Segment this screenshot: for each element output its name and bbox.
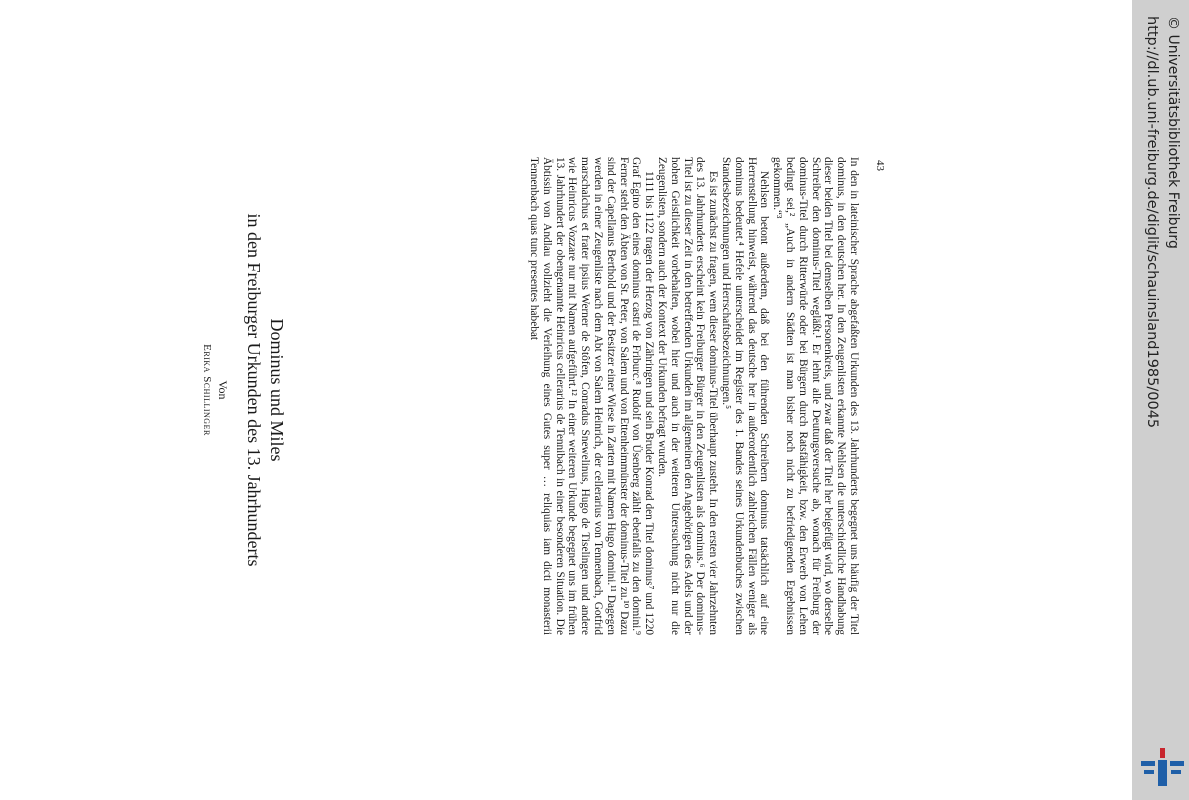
ub-freiburg-logo-icon xyxy=(1141,748,1185,788)
logo-bar-center xyxy=(1158,760,1167,786)
paragraph: In den in lateinischer Sprache abgefaßten Urkunden des 13. Jahrhunderts begegnet uns häufig der Titel dominus, in den deutschen her. In den Zeugenlisten erkannte Nehlsen die unterschiedliche Handhabung dieser beiden Titel bei demselben Personenkreis, und zwar daß der Titel her beigefügt wird, wo derselbe Schreiber den dominus-Titel wegläßt.¹ Er lehnt alle Deutungsversuche ab, wonach für Freiburg der dominus-Titel durch Ritterwürde oder bei Bürgern durch Ratsfähigkeit, bzw. den Erwerb von Lehen bedingt sei,² „Auch in andern Städten ist man bisher noch nicht zu befriedigenden Ergebnissen gekommen.“³ xyxy=(771,157,860,635)
logo-bar-left xyxy=(1141,761,1155,766)
article-subtitle: in den Freiburger Urkunden des 13. Jahrhunderts xyxy=(244,213,264,567)
article-title: Dominus und Miles xyxy=(267,318,287,462)
article-body xyxy=(527,157,860,635)
logo-bar-lower-right xyxy=(1171,770,1181,774)
copyright-notice: © Universitätsbibliothek Freiburg xyxy=(1165,16,1181,249)
author-name: Erika Schillinger xyxy=(201,344,213,436)
paragraph: Nehlsen betont außerdem, daß bei den führenden Schreibern dominus tatsächlich auf eine Herrenstellung hinweist, während das deutsche her in außerordentlich zahlreichen Fällen weniger als dominus bedeutet.⁴ Hefele unterscheidet im Register des 1. Bandes seines Urkundenbuches zwischen Standesbezeichnungen und Herrschaftsbezeichnungen.⁵ xyxy=(720,157,771,635)
logo-bar-top xyxy=(1160,748,1165,758)
page-number: 43 xyxy=(874,160,886,171)
paragraph: 1111 bis 1122 tragen der Herzog von Zähringen und sein Bruder Konrad den Titel dominus⁷ und 1220 Graf Egino den eines dominus castri de Friburc.⁸ Rudolf von Üsenberg zählt ebenfalls zu den domini.⁹ Ferner steht den Äbten von St. Peter, von Salem und von Ettenheimmünster der dominus-Titel zu.¹⁰ Dazu sind der Capellanus Berthold und der Besitzer einer Wiese in Zarten mit Namen Hugo domini.¹¹ Dagegen werden in einer Zeugenliste nach dem Abt von Salem Heinrich, der cellerarius von Tennenbach, Gotfrid marschalchus et frater ipsius Werner de Stôfen, Conradus Snewelinus, Hugo de Tiselingen und andere wie Heinricus Vozzare nur mit Namen aufgeführt.¹² In einer weiteren Urkunde begegnet uns im frühen 13. Jahrhundert der obengenannte Heinricus cellerarius de Tennibach in einer besonderen Situation. Die Äbtissin von Andlau vollzieht die Verleihung eines Gutes super … reliquias iam dicti monasterii Tennenbach quas tunc presentes habebat xyxy=(528,157,656,635)
byline-von: Von xyxy=(216,380,230,400)
logo-bar-lower-left xyxy=(1144,770,1154,774)
article-title-block xyxy=(201,150,288,630)
source-url-link[interactable]: http://dl.ub.uni-freiburg.de/diglit/schauinsland1985/0045 xyxy=(1144,16,1160,429)
paragraph: Es ist zunächst zu fragen, wem dieser dominus-Titel überhaupt zusteht. In den ersten vier Jahrzehnten des 13. Jahrhunderts erscheint kein Freiburger Bürger in den Zeugenlisten als dominus.⁶ Der dominus-Titel ist zu dieser Zeit in den betreffenden Urkunden im allgemeinen den Angehörigen des Adels und der hohen Geistlichkeit vorbehalten, wobei hier und auch in der weiteren Untersuchung nicht nur die Zeugenlisten, sondern auch der Kontext der Urkunden befragt wurden. xyxy=(656,157,720,635)
logo-bar-right xyxy=(1170,761,1184,766)
